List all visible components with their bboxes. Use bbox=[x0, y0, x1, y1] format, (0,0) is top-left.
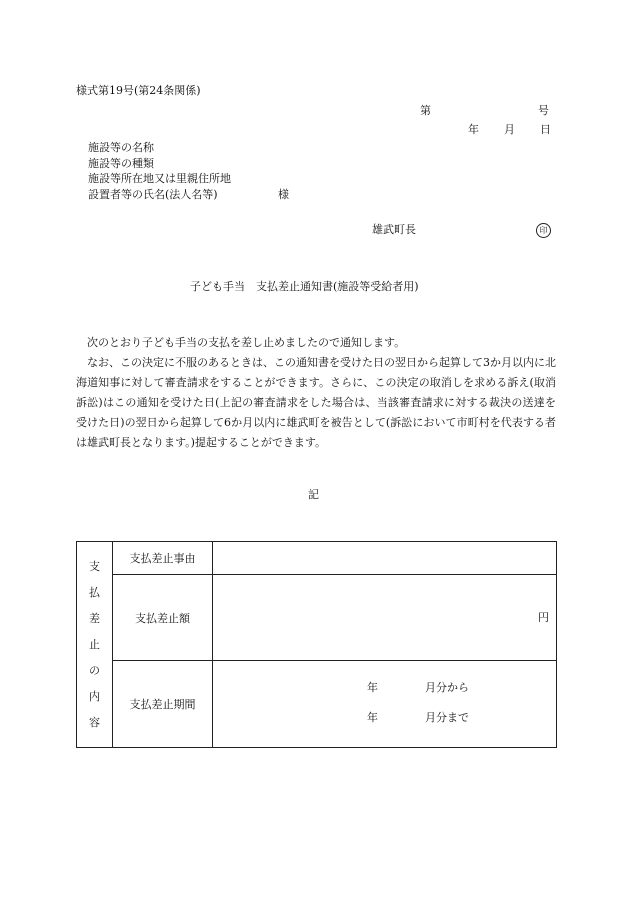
recipient-honorific: 様 bbox=[278, 188, 289, 201]
section-char: の bbox=[89, 663, 100, 677]
section-char: 差 bbox=[89, 611, 100, 625]
period-to-month: 月分まで bbox=[425, 711, 469, 724]
recipient-facility-type: 施設等の種類 bbox=[88, 157, 154, 170]
date-day: 日 bbox=[540, 123, 551, 136]
amount-label: 支払差止額 bbox=[113, 575, 213, 661]
recipient-facility-name: 施設等の名称 bbox=[88, 141, 154, 154]
section-char: 払 bbox=[89, 585, 100, 599]
amount-field[interactable] bbox=[213, 575, 557, 661]
period-field[interactable] bbox=[213, 661, 557, 748]
body-paragraph-1: 次のとおり子ども手当の支払を差し止めましたので通知します。 bbox=[87, 336, 406, 349]
number-suffix: 号 bbox=[538, 104, 549, 117]
period-from-month: 月分から bbox=[425, 681, 469, 694]
reason-label: 支払差止事由 bbox=[113, 542, 213, 575]
date-month: 月 bbox=[504, 123, 515, 136]
section-char: 容 bbox=[89, 715, 100, 729]
period-label: 支払差止期間 bbox=[113, 661, 213, 748]
date-year: 年 bbox=[468, 123, 479, 136]
payment-stop-table bbox=[76, 541, 557, 748]
issuer-title: 雄武町長 bbox=[372, 223, 416, 236]
reason-field[interactable] bbox=[213, 542, 557, 575]
body-paragraph-2: なお、この決定に不服のあるときは、この通知書を受けた日の翌日から起算して3か月以内に北海道知事に対して審査請求をすることができます。さらに、この決定の取消しを求める訴え(取消訴訟)はこの通知を受けた日(上記の審査請求をした場合は、当該審査請求に対する裁決の送達を受けた日)の翌日から起算して6か月以内に雄武町を被告として(訴訟において市町村を代表する者は雄武町長となります。)提起することができます。 bbox=[76, 356, 556, 449]
section-label-vertical bbox=[77, 542, 113, 748]
amount-unit: 円 bbox=[538, 611, 549, 624]
recipient-facility-address: 施設等所在地又は里親住所地 bbox=[88, 172, 231, 185]
body-text bbox=[76, 333, 556, 453]
ki-heading: 記 bbox=[308, 488, 319, 501]
number-prefix: 第 bbox=[420, 104, 431, 117]
form-id: 様式第19号(第24条関係) bbox=[76, 84, 201, 97]
section-char: 内 bbox=[89, 689, 100, 703]
period-from-year: 年 bbox=[367, 681, 378, 694]
document-title: 子ども手当 支払差止通知書(施設等受給者用) bbox=[190, 280, 419, 293]
period-to-year: 年 bbox=[367, 711, 378, 724]
recipient-founder-name: 設置者等の氏名(法人名等) bbox=[88, 188, 218, 201]
section-char: 支 bbox=[89, 559, 100, 573]
seal-mark: 印 bbox=[536, 223, 551, 238]
section-char: 止 bbox=[89, 637, 100, 651]
